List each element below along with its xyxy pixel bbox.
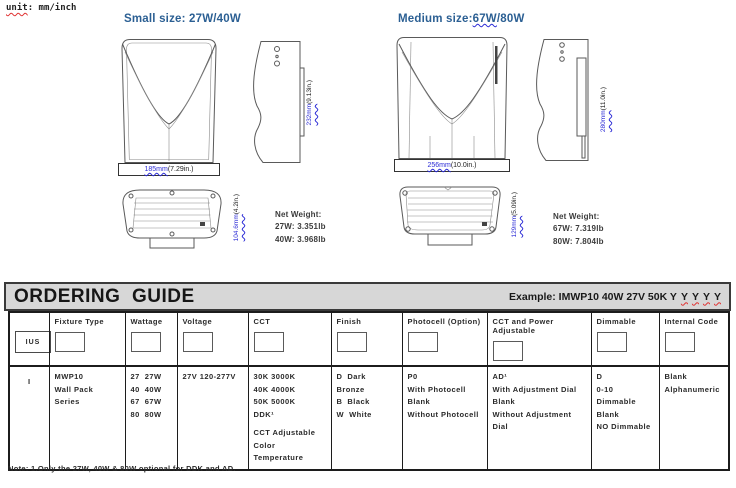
small-front-width-dimension: 185mm (7.29in.) [118, 163, 220, 176]
code-box [408, 332, 438, 352]
header-cct: CCT [248, 312, 331, 366]
ordering-guide-bar [4, 282, 731, 311]
ordering-example: Example: IMWP10 40W 27V 50K Y Y Y Y Y [509, 290, 721, 303]
net-weight-values: 67W: 7.319lb 80W: 7.804lb [553, 224, 604, 246]
small-bottom-view-drawing [116, 186, 228, 252]
medium-net-weight [553, 210, 604, 248]
series-box: IUS [15, 331, 51, 353]
code-box [55, 332, 85, 352]
code-box [254, 332, 284, 352]
series-header-cell [9, 312, 49, 366]
small-side-height-dimension: 232mm(9.13in.) [306, 79, 313, 126]
cell-fixture-type: MWP10 Wall Pack Series [49, 366, 125, 470]
small-bottom-depth-dimension: 104.6mm(4.2in.) [232, 194, 240, 242]
header-dimmable: Dimmable [591, 312, 659, 366]
table-header-row [9, 312, 729, 366]
cell-internal-code: Blank Alphanumeric [659, 366, 729, 470]
header-voltage: Voltage [177, 312, 248, 366]
medium-front-width-dimension: 256mm (10.0in.) [394, 159, 510, 172]
cell-series-code: I [9, 366, 49, 470]
header-wattage: Wattage [125, 312, 177, 366]
small-size-title: Small size: 27W/40W [124, 13, 241, 25]
medium-front-view-drawing [394, 36, 510, 160]
header-finish: Finish [331, 312, 402, 366]
cell-cct: 30K 3000K 40K 4000K 50K 5000K DDK¹ CCT Adjustable Color Temperature [248, 366, 331, 470]
medium-side-view-drawing [528, 38, 598, 162]
code-box [183, 332, 213, 352]
small-net-weight [275, 208, 326, 246]
code-box [597, 332, 627, 352]
medium-side-height-dimension: 280mm(11.0in.) [600, 87, 607, 133]
code-box [337, 332, 367, 352]
header-internal-code: Internal Code [659, 312, 729, 366]
cell-voltage: 27V 120-277V [177, 366, 248, 470]
footnote: Note: 1.Only the 27W, 40W & 80W optional for DDK and AD. [8, 464, 236, 473]
cell-cct-power-adjustable: AD¹ With Adjustment Dial Blank Without Adjustment Dial [487, 366, 591, 470]
unit-label: unit: mm/inch [6, 3, 77, 13]
net-weight-label: Net Weight: [275, 210, 322, 219]
cell-photocell: P0 With Photocell Blank Without Photocell [402, 366, 487, 470]
cell-dimmable: D 0-10 Dimmable Blank NO Dimmable [591, 366, 659, 470]
small-front-view-drawing [118, 38, 220, 164]
header-fixture-type: Fixture Type [49, 312, 125, 366]
code-box [493, 341, 523, 361]
small-side-view-drawing [246, 40, 306, 164]
cell-wattage: 27 27W 40 40W 67 67W 80 80W [125, 366, 177, 470]
header-cct-power-adjustable: CCT and Power Adjustable [487, 312, 591, 366]
ordering-guide-title: ORDERING GUIDE [14, 285, 195, 307]
net-weight-values: 27W: 3.351lb 40W: 3.968lb [275, 222, 326, 244]
net-weight-label: Net Weight: [553, 212, 600, 221]
header-photocell: Photocell (Option) [402, 312, 487, 366]
code-box [131, 332, 161, 352]
code-box [665, 332, 695, 352]
medium-bottom-depth-dimension: 129mm(5.09in.) [510, 192, 518, 238]
medium-size-title: Medium size:67W/80W [398, 13, 525, 25]
table-body-row [9, 366, 729, 470]
cell-finish: D Dark Bronze B Black W White [331, 366, 402, 470]
medium-bottom-view-drawing [392, 184, 508, 248]
ordering-table [8, 311, 730, 471]
